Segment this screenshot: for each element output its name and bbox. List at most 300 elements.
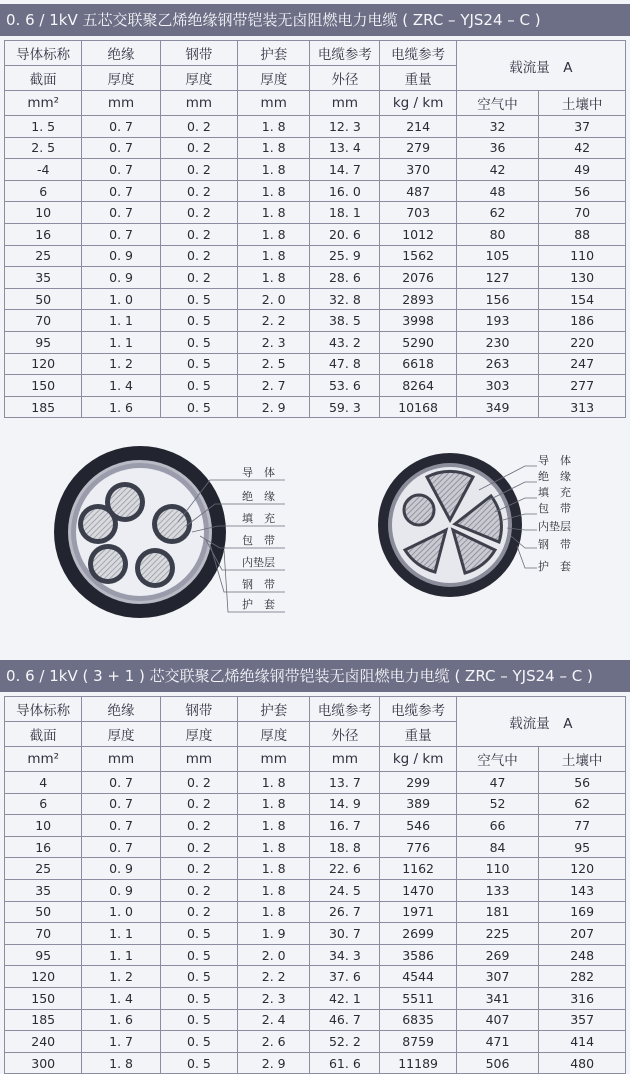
table-cell: 37 [539, 116, 626, 138]
unit-weight: kg / km [380, 747, 456, 772]
table-cell: 48 [456, 180, 539, 202]
table-cell: 42. 1 [310, 987, 380, 1009]
label-wrapping-tape: 包 带 [538, 502, 571, 515]
table-cell: 66 [456, 815, 539, 837]
table-cell: 279 [380, 137, 456, 159]
table-cell: 1. 8 [238, 836, 310, 858]
table-cell: 0. 2 [160, 245, 237, 267]
table-cell: 1. 4 [82, 375, 160, 397]
table-cell: 1. 8 [238, 858, 310, 880]
table-cell: 313 [539, 396, 626, 418]
header-outer-diameter-sub: 外径 [310, 66, 380, 91]
header-weight: 电缆参考 [380, 697, 456, 722]
label-conductor: 导 体 [538, 454, 571, 467]
header-sheath-sub: 厚度 [238, 66, 310, 91]
table-cell: 0. 2 [160, 137, 237, 159]
table-cell: 13. 4 [310, 137, 380, 159]
table-cell: 1562 [380, 245, 456, 267]
table-row [5, 923, 626, 945]
table-cell: 50 [5, 901, 82, 923]
table-cell: 0. 5 [160, 1052, 237, 1074]
header-insulation-sub: 厚度 [82, 722, 160, 747]
table-row [5, 944, 626, 966]
label-inner-liner: 内垫层 [538, 520, 571, 533]
table-row [5, 1052, 626, 1074]
header-current-capacity: 载流量 A [456, 697, 625, 747]
table-row [5, 836, 626, 858]
header-steel-tape-sub: 厚度 [160, 722, 237, 747]
table-cell: 2. 6 [238, 1031, 310, 1053]
label-inner-liner: 内垫层 [242, 556, 275, 569]
table-cell: 154 [539, 288, 626, 310]
unit-insulation: mm [82, 91, 160, 116]
table-cell: 1. 0 [82, 901, 160, 923]
table-cell: 506 [456, 1052, 539, 1074]
table-cell: 341 [456, 987, 539, 1009]
table-row [5, 331, 626, 353]
table-cell: 247 [539, 353, 626, 375]
header-insulation-sub: 厚度 [82, 66, 160, 91]
table-cell: 2. 2 [238, 966, 310, 988]
table2-title: 0. 6 / 1kV ( 3 + 1 ) 芯交联聚乙烯绝缘钢带铠装无卤阻燃电力电缆 ( ZRC – YJS24 – C ) [0, 660, 630, 692]
table-cell: 2. 2 [238, 310, 310, 332]
header-section: 导体标称 [5, 697, 82, 722]
table-cell: 12. 3 [310, 116, 380, 138]
table-cell: 1012 [380, 223, 456, 245]
table-cell: 1. 9 [238, 923, 310, 945]
unit-section: mm² [5, 91, 82, 116]
table-cell: 143 [539, 879, 626, 901]
table-row [5, 267, 626, 289]
table-cell: 2. 9 [238, 396, 310, 418]
table-row [5, 353, 626, 375]
header-steel-tape-sub: 厚度 [160, 66, 237, 91]
table-cell: 0. 7 [82, 793, 160, 815]
table-cell: 61. 6 [310, 1052, 380, 1074]
table-row [5, 396, 626, 418]
table-row [5, 375, 626, 397]
table-cell: 703 [380, 202, 456, 224]
table-row [5, 772, 626, 794]
table-cell: 150 [5, 987, 82, 1009]
table-cell: 11189 [380, 1052, 456, 1074]
table-cell: 6618 [380, 353, 456, 375]
table-row [5, 288, 626, 310]
unit-outer-diameter: mm [310, 747, 380, 772]
header-steel-tape: 钢带 [160, 41, 237, 66]
table-cell: 471 [456, 1031, 539, 1053]
table-cell: 43. 2 [310, 331, 380, 353]
table-cell: 0. 7 [82, 202, 160, 224]
table-row [5, 987, 626, 1009]
header-insulation: 绝缘 [82, 697, 160, 722]
table-cell: 1. 2 [82, 966, 160, 988]
table-cell: 303 [456, 375, 539, 397]
table-cell: 150 [5, 375, 82, 397]
table-cell: 0. 7 [82, 223, 160, 245]
table-cell: 120 [5, 353, 82, 375]
table-cell: 105 [456, 245, 539, 267]
table-cell: 230 [456, 331, 539, 353]
table-cell: 1. 8 [238, 116, 310, 138]
table-cell: 16. 0 [310, 180, 380, 202]
table-cell: 16 [5, 223, 82, 245]
table-cell: 1. 8 [238, 202, 310, 224]
header-in-air: 空气中 [456, 747, 539, 772]
table-cell: -4 [5, 159, 82, 181]
header-steel-tape: 钢带 [160, 697, 237, 722]
header-current-capacity: 载流量 A [456, 41, 625, 91]
table-cell: 26. 7 [310, 901, 380, 923]
table-row [5, 180, 626, 202]
table-cell: 28. 6 [310, 267, 380, 289]
table-cell: 269 [456, 944, 539, 966]
table-cell: 0. 7 [82, 772, 160, 794]
table1-title: 0. 6 / 1kV 五芯交联聚乙烯绝缘钢带铠装无卤阻燃电力电缆 ( ZRC – YJS24 – C ) [0, 4, 630, 36]
unit-steel-tape: mm [160, 747, 237, 772]
table-cell: 120 [5, 966, 82, 988]
table-cell: 6 [5, 180, 82, 202]
label-filler: 填 充 [242, 512, 275, 525]
table-cell: 10 [5, 815, 82, 837]
table-cell: 214 [380, 116, 456, 138]
table-cell: 1. 1 [82, 944, 160, 966]
table-cell: 22. 6 [310, 858, 380, 880]
table-row [5, 901, 626, 923]
header-weight-sub: 重量 [380, 66, 456, 91]
table-cell: 185 [5, 396, 82, 418]
table-cell: 30. 7 [310, 923, 380, 945]
table-cell: 2. 0 [238, 288, 310, 310]
unit-outer-diameter: mm [310, 91, 380, 116]
table-cell: 42 [539, 137, 626, 159]
table-cell: 59. 3 [310, 396, 380, 418]
table-cell: 49 [539, 159, 626, 181]
table-cell: 0. 5 [160, 288, 237, 310]
table-cell: 80 [456, 223, 539, 245]
table-cell: 0. 9 [82, 267, 160, 289]
table-cell: 776 [380, 836, 456, 858]
table-cell: 185 [5, 1009, 82, 1031]
table-cell: 1. 8 [238, 180, 310, 202]
table-cell: 0. 2 [160, 858, 237, 880]
table-cell: 0. 5 [160, 353, 237, 375]
table-cell: 13. 7 [310, 772, 380, 794]
table-cell: 25. 9 [310, 245, 380, 267]
table-cell: 62 [456, 202, 539, 224]
table-cell: 35 [5, 879, 82, 901]
label-outer-sheath: 护 套 [538, 560, 571, 573]
table-cell: 1. 2 [82, 353, 160, 375]
table-cell: 480 [539, 1052, 626, 1074]
label-insulation: 绝 缘 [538, 470, 571, 483]
table-cell: 0. 5 [160, 1031, 237, 1053]
table-cell: 263 [456, 353, 539, 375]
table-cell: 240 [5, 1031, 82, 1053]
table-cell: 2. 5 [238, 353, 310, 375]
table-cell: 50 [5, 288, 82, 310]
table-cell: 277 [539, 375, 626, 397]
table-row [5, 1031, 626, 1053]
cable-cross-section-sector [375, 450, 605, 600]
header-in-air: 空气中 [456, 91, 539, 116]
table-cell: 70 [5, 310, 82, 332]
table-cell: 6835 [380, 1009, 456, 1031]
table-cell: 0. 5 [160, 396, 237, 418]
table-cell: 1162 [380, 858, 456, 880]
unit-section: mm² [5, 747, 82, 772]
table-cell: 53. 6 [310, 375, 380, 397]
table-row [5, 310, 626, 332]
table-cell: 225 [456, 923, 539, 945]
table-cell: 3998 [380, 310, 456, 332]
table-cell: 16 [5, 836, 82, 858]
unit-weight: kg / km [380, 91, 456, 116]
header-weight-sub: 重量 [380, 722, 456, 747]
header-in-soil: 土壤中 [539, 91, 626, 116]
table-cell: 169 [539, 901, 626, 923]
table-cell: 10168 [380, 396, 456, 418]
table-cell: 110 [539, 245, 626, 267]
table-cell: 0. 2 [160, 223, 237, 245]
table-cell: 248 [539, 944, 626, 966]
unit-insulation: mm [82, 747, 160, 772]
table-cell: 1. 7 [82, 1031, 160, 1053]
table-cell: 47 [456, 772, 539, 794]
label-insulation: 绝 缘 [242, 490, 275, 503]
table-cell: 299 [380, 772, 456, 794]
table-cell: 357 [539, 1009, 626, 1031]
table-cell: 414 [539, 1031, 626, 1053]
table-cell: 120 [539, 858, 626, 880]
table-cell: 389 [380, 793, 456, 815]
table-cell: 0. 7 [82, 116, 160, 138]
table-cell: 0. 2 [160, 267, 237, 289]
table-cell: 14. 9 [310, 793, 380, 815]
table-cell: 1. 8 [238, 267, 310, 289]
table-row [5, 159, 626, 181]
header-in-soil: 土壤中 [539, 747, 626, 772]
table-cell: 62 [539, 793, 626, 815]
label-steel-tape: 钢 带 [242, 578, 275, 591]
table-cell: 14. 7 [310, 159, 380, 181]
table-cell: 70 [539, 202, 626, 224]
table-cell: 0. 2 [160, 116, 237, 138]
table-cell: 0. 7 [82, 180, 160, 202]
table-cell: 1. 5 [5, 116, 82, 138]
table-cell: 307 [456, 966, 539, 988]
table-cell: 0. 7 [82, 836, 160, 858]
table-row [5, 245, 626, 267]
table-cell: 0. 2 [160, 180, 237, 202]
table-row [5, 815, 626, 837]
header-sheath: 护套 [238, 41, 310, 66]
unit-steel-tape: mm [160, 91, 237, 116]
header-outer-diameter: 电缆参考 [310, 41, 380, 66]
table-cell: 181 [456, 901, 539, 923]
table-cell: 95 [539, 836, 626, 858]
table-cell: 36 [456, 137, 539, 159]
table-row [5, 879, 626, 901]
header-section-sub: 截面 [5, 722, 82, 747]
table-cell: 2699 [380, 923, 456, 945]
table-cell: 34. 3 [310, 944, 380, 966]
table-cell: 546 [380, 815, 456, 837]
table-cell: 18. 8 [310, 836, 380, 858]
table-cell: 110 [456, 858, 539, 880]
table-cell: 0. 2 [160, 815, 237, 837]
table-cell: 0. 2 [160, 202, 237, 224]
table-cell: 2. 3 [238, 987, 310, 1009]
label-wrapping-tape: 包 带 [242, 534, 275, 547]
table-cell: 0. 7 [82, 815, 160, 837]
table-cell: 1. 8 [82, 1052, 160, 1074]
unit-sheath: mm [238, 91, 310, 116]
table-cell: 2076 [380, 267, 456, 289]
table-cell: 0. 5 [160, 310, 237, 332]
table-row [5, 116, 626, 138]
table-cell: 42 [456, 159, 539, 181]
table-cell: 20. 6 [310, 223, 380, 245]
table-cell: 2. 4 [238, 1009, 310, 1031]
table-cell: 2. 5 [5, 137, 82, 159]
table-cell: 0. 5 [160, 944, 237, 966]
table-row [5, 223, 626, 245]
table-cell: 407 [456, 1009, 539, 1031]
header-sheath-sub: 厚度 [238, 722, 310, 747]
table-row [5, 202, 626, 224]
table-cell: 6 [5, 793, 82, 815]
table-row [5, 793, 626, 815]
table-cell: 5511 [380, 987, 456, 1009]
header-weight: 电缆参考 [380, 41, 456, 66]
table-cell: 8759 [380, 1031, 456, 1053]
table-cell: 18. 1 [310, 202, 380, 224]
table-cell: 127 [456, 267, 539, 289]
table-cell: 95 [5, 331, 82, 353]
table-cell: 56 [539, 180, 626, 202]
table-cell: 52 [456, 793, 539, 815]
table-cell: 32. 8 [310, 288, 380, 310]
table-cell: 0. 5 [160, 375, 237, 397]
table-cell: 0. 5 [160, 1009, 237, 1031]
table-cell: 37. 6 [310, 966, 380, 988]
table-row [5, 966, 626, 988]
table-cell: 1. 8 [238, 901, 310, 923]
table-cell: 0. 2 [160, 159, 237, 181]
table-cell: 1. 8 [238, 815, 310, 837]
table-cell: 16. 7 [310, 815, 380, 837]
table-cell: 1. 6 [82, 1009, 160, 1031]
table-cell: 84 [456, 836, 539, 858]
header-section-sub: 截面 [5, 66, 82, 91]
table-cell: 133 [456, 879, 539, 901]
table-cell: 4544 [380, 966, 456, 988]
header-section: 导体标称 [5, 41, 82, 66]
table-cell: 0. 2 [160, 793, 237, 815]
table-cell: 8264 [380, 375, 456, 397]
table-row [5, 1009, 626, 1031]
table-cell: 1. 1 [82, 331, 160, 353]
table-cell: 25 [5, 858, 82, 880]
table-cell: 1. 1 [82, 923, 160, 945]
table-cell: 32 [456, 116, 539, 138]
table-cell: 77 [539, 815, 626, 837]
label-filler: 填 充 [538, 486, 571, 499]
table-cell: 300 [5, 1052, 82, 1074]
table-cell: 0. 7 [82, 137, 160, 159]
table-cell: 2893 [380, 288, 456, 310]
table-cell: 0. 5 [160, 966, 237, 988]
table-cell: 1. 8 [238, 772, 310, 794]
table-cell: 24. 5 [310, 879, 380, 901]
table-cell: 0. 2 [160, 836, 237, 858]
table-cell: 0. 5 [160, 331, 237, 353]
table-cell: 1. 8 [238, 137, 310, 159]
table-cell: 349 [456, 396, 539, 418]
table-cell: 88 [539, 223, 626, 245]
table-cell: 47. 8 [310, 353, 380, 375]
table-cell: 35 [5, 267, 82, 289]
table-cell: 1. 8 [238, 223, 310, 245]
table-cell: 1. 0 [82, 288, 160, 310]
unit-sheath: mm [238, 747, 310, 772]
table-cell: 0. 5 [160, 987, 237, 1009]
table-cell: 316 [539, 987, 626, 1009]
header-outer-diameter: 电缆参考 [310, 697, 380, 722]
table-cell: 186 [539, 310, 626, 332]
table-cell: 3586 [380, 944, 456, 966]
table-cell: 487 [380, 180, 456, 202]
table-cell: 95 [5, 944, 82, 966]
table1 [4, 40, 626, 418]
table2 [4, 696, 626, 1074]
table-cell: 130 [539, 267, 626, 289]
table-cell: 70 [5, 923, 82, 945]
table-cell: 0. 2 [160, 879, 237, 901]
label-steel-tape: 钢 带 [538, 538, 571, 551]
table-cell: 5290 [380, 331, 456, 353]
table-cell: 1. 8 [238, 245, 310, 267]
table-cell: 1. 8 [238, 159, 310, 181]
table-row [5, 858, 626, 880]
table-cell: 1. 8 [238, 793, 310, 815]
table-cell: 0. 9 [82, 879, 160, 901]
table-cell: 0. 9 [82, 245, 160, 267]
table-cell: 2. 0 [238, 944, 310, 966]
table-cell: 1. 6 [82, 396, 160, 418]
table-cell: 56 [539, 772, 626, 794]
table-row [5, 137, 626, 159]
table-cell: 2. 9 [238, 1052, 310, 1074]
table-cell: 52. 2 [310, 1031, 380, 1053]
table-cell: 0. 7 [82, 159, 160, 181]
table-cell: 2. 3 [238, 331, 310, 353]
table-cell: 10 [5, 202, 82, 224]
table-cell: 38. 5 [310, 310, 380, 332]
header-sheath: 护套 [238, 697, 310, 722]
label-conductor: 导 体 [242, 466, 275, 479]
table-cell: 1470 [380, 879, 456, 901]
table-cell: 1. 1 [82, 310, 160, 332]
table-cell: 1. 4 [82, 987, 160, 1009]
table-cell: 46. 7 [310, 1009, 380, 1031]
table-cell: 4 [5, 772, 82, 794]
header-insulation: 绝缘 [82, 41, 160, 66]
header-outer-diameter-sub: 外径 [310, 722, 380, 747]
table-cell: 207 [539, 923, 626, 945]
table-cell: 2. 7 [238, 375, 310, 397]
